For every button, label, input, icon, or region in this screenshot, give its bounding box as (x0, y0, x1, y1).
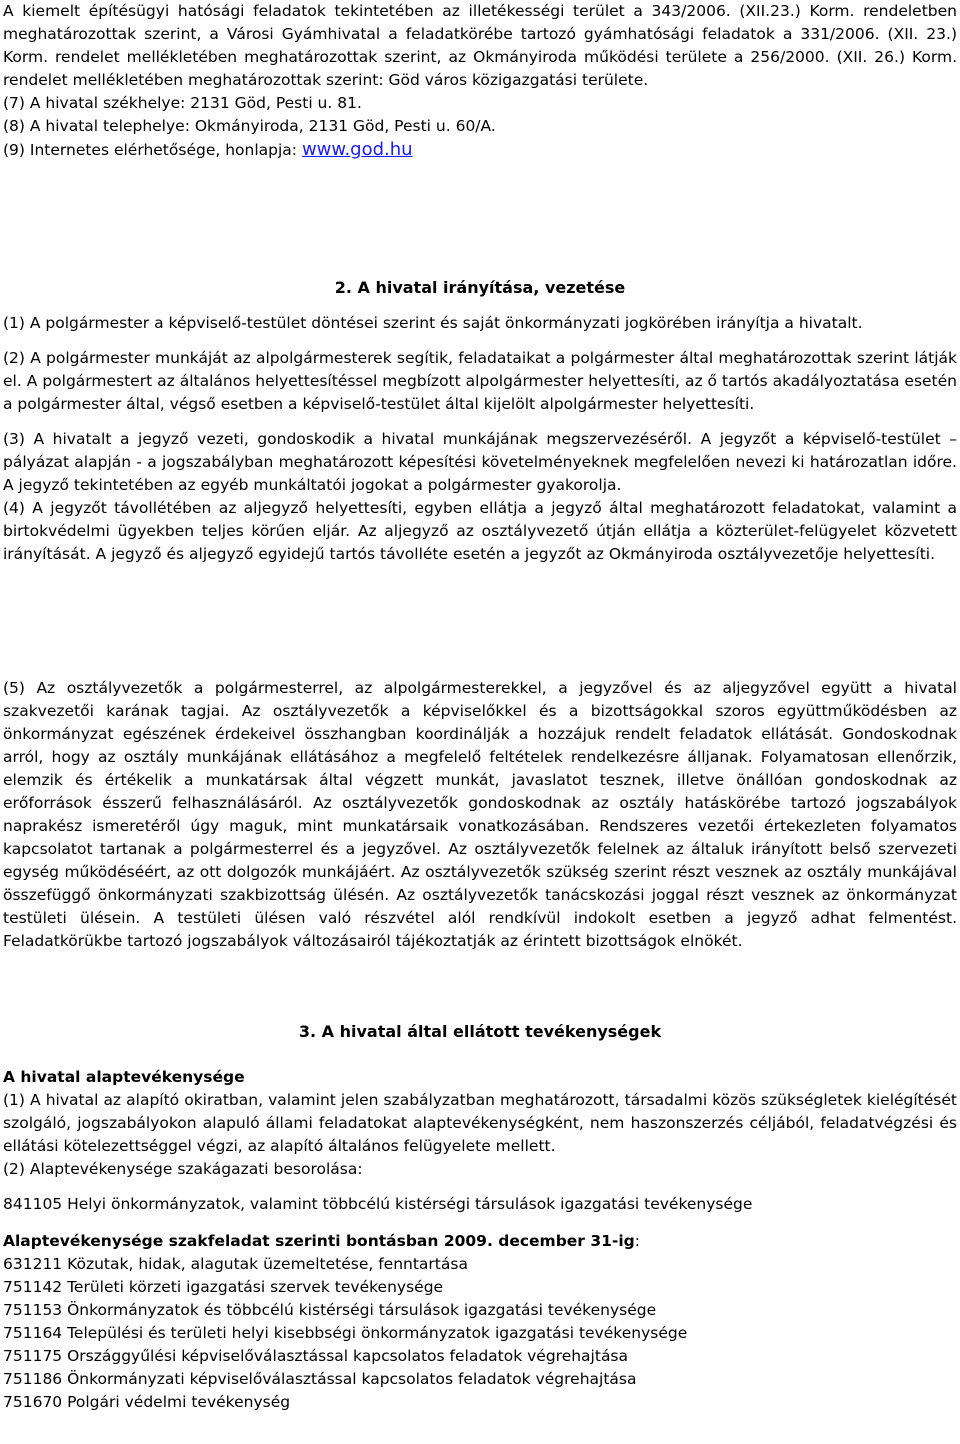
section-3 (3, 1020, 957, 1043)
section-3-paragraph-1: (1) A hivatal az alapító okiratban, valamint jelen szabályzatban meghatározott, társadalmi közös szükségletek kielégítését szolgáló, jogszabályokon alapuló állami feladatokat alaptevékenységként, nem haszonszerzés céljából, feladatvégzési és ellátási kötelezettséggel végzi, az alapító általános felügyelete mellett. (3, 1091, 957, 1155)
classification-line: 841105 Helyi önkormányzatok, valamint többcélú kistérségi társulások igazgatási tevékenysége (3, 1195, 753, 1213)
section-2-paragraph-2: (2) A polgármester munkáját az alpolgármesterek segítik, feladataikat a polgármester által meghatározottak szerint látják el. A polgármestert az általános helyettesítéssel megbízott alpolgármester helyettesíti, az ő tartós akadályoztatása esetén a polgármester által, végső esetben a képviselő-testület által kijelölt alpolgármester helyettesíti. (3, 349, 957, 413)
list-item: 751142 Területi körzeti igazgatási szervek tevékenysége (3, 1278, 444, 1296)
section-3-subheading: A hivatal alaptevékenysége (3, 1068, 245, 1086)
site-address: (8) A hivatal telephelye: Okmányiroda, 2131 Göd, Pesti u. 60/A. (3, 117, 496, 135)
breakdown-colon: : (634, 1232, 640, 1250)
breakdown-heading: Alaptevékenysége szakfeladat szerinti bontásban 2009. december 31-ig (3, 1232, 635, 1250)
activity-list (3, 1253, 957, 1414)
section-3-paragraph-2: (2) Alaptevékenysége szakágazati besorolása: (3, 1160, 363, 1178)
section-2-paragraph-1: (1) A polgármester a képviselő-testület döntései szerint és saját önkormányzati jogkörében irányítja a hivatalt. (3, 314, 863, 332)
section-3-heading: 3. A hivatal által ellátott tevékenységek (298, 1022, 662, 1041)
intro-paragraph: A kiemelt építésügyi hatósági feladatok tekintetében az illetékességi terület a 343/2006. (XII.23.) Korm. rendeletben meghatározottak szerint, a Városi Gyámhivatal a feladatkörébe tartozó gyámhatósági feladatok a 331/2006. (XII. 23.) Korm. rendelet mellékletében meghatározottak szerint, az Okmányiroda működési területe a 256/2000. (XII. 26.) Korm. rendelet mellékletében meghatározottak szerint: Göd város közigazgatási területe. (3, 2, 957, 89)
list-item: 751153 Önkormányzatok és többcélú kistérségi társulások igazgatási tevékenysége (3, 1301, 657, 1319)
section-3-body (3, 1066, 957, 1414)
section-2-paragraph-3: (3) A hivatalt a jegyző vezeti, gondoskodik a hivatal munkájának megszervezéséről. A jegyzőt a képviselő-testület – pályázat alapján - a jogszabályban meghatározott képesítési követelményeknek megfelelően nevezi ki határozatlan időre. A jegyző tekintetében az egyéb munkáltatói jogokat a polgármester gyakorolja. (3, 430, 957, 494)
section-2-paragraph-5: (5) Az osztályvezetők a polgármesterrel, az alpolgármesterekkel, a jegyzővel és az aljegyzővel együtt a hivatal szakvezetői karának tagjai. Az osztályvezetők a képviselőkkel és a bizottságokkal szoros együttműködésben az önkormányzat egészének érdekeivel összhangban koordinálják a hozzájuk rendelt feladatok ellátását. Gondoskodnak arról, hogy az osztály munkájának ellátásához a megfelelő feltételek rendelkezésre álljanak. Folyamatosan ellenőrzik, elemzik és értékelik a munkatársak által végzett munkát, javaslatot tesznek, illetve önállóan gondoskodnak az erőforrások ésszerű felhasználásáról. Az osztályvezetők gondoskodnak az osztály hatáskörébe tartozó jogszabályok naprakész ismeretéről úgy maguk, mint munkatársaik vonatkozásában. Rendszeres vezetői értekezleten folyamatos kapcsolatot tartanak a polgármesterrel és a jegyzővel. Az osztályvezetők felelnek az általuk irányított belső szervezeti egység működéséért, az ott dolgozók munkájáért. Az osztályvezetők szükség szerint részt vesznek az osztály munkájával összefüggő önkormányzati szakbizottság ülésén. Az osztályvezetők tanácskozási joggal részt vesznek az önkormányzat testületi ülésein. A testületi ülésen való részvétel alól rendkívül indokolt esetben a jegyző adhat felmentést. Feladatkörükbe tartozó jogszabályok változásairól tájékoztatják az érintett bizottságok elnökét. (3, 679, 957, 950)
list-item: 751186 Önkormányzati képviselőválasztással kapcsolatos feladatok végrehajtása (3, 1370, 637, 1388)
section-2-paragraph-5-block (3, 677, 957, 953)
seat-address: (7) A hivatal székhelye: 2131 Göd, Pesti u. 81. (3, 94, 362, 112)
list-item: 751670 Polgári védelmi tevékenység (3, 1393, 291, 1411)
website-link[interactable]: www.god.hu (301, 139, 413, 160)
website-label: (9) Internetes elérhetősége, honlapja: (3, 141, 302, 159)
intro-block (3, 0, 957, 162)
section-2-paragraph-4: (4) A jegyzőt távollétében az aljegyző helyettesíti, egyben ellátja a jegyző által meghatározott feladatokat, valamint a birtokvédelmi ügyekben teljes körűen eljár. Az aljegyző az osztályvezető útján ellátja a közterület-felügyelet közvetett irányítását. A jegyző és aljegyző egyidejű tartós távolléte esetén a jegyzőt az Okmányiroda osztályvezetője helyettesíti. (3, 499, 957, 563)
list-item: 751175 Országgyűlési képviselőválasztással kapcsolatos feladatok végrehajtása (3, 1347, 629, 1365)
website-line (3, 138, 957, 162)
list-item: 631211 Közutak, hidak, alagutak üzemeltetése, fenntartása (3, 1255, 468, 1273)
list-item: 751164 Települési és területi helyi kisebbségi önkormányzatok igazgatási tevékenysége (3, 1324, 688, 1342)
section-2-heading: 2. A hivatal irányítása, vezetése (334, 278, 626, 297)
section-2 (3, 276, 957, 566)
breakdown-heading-line (3, 1230, 957, 1253)
